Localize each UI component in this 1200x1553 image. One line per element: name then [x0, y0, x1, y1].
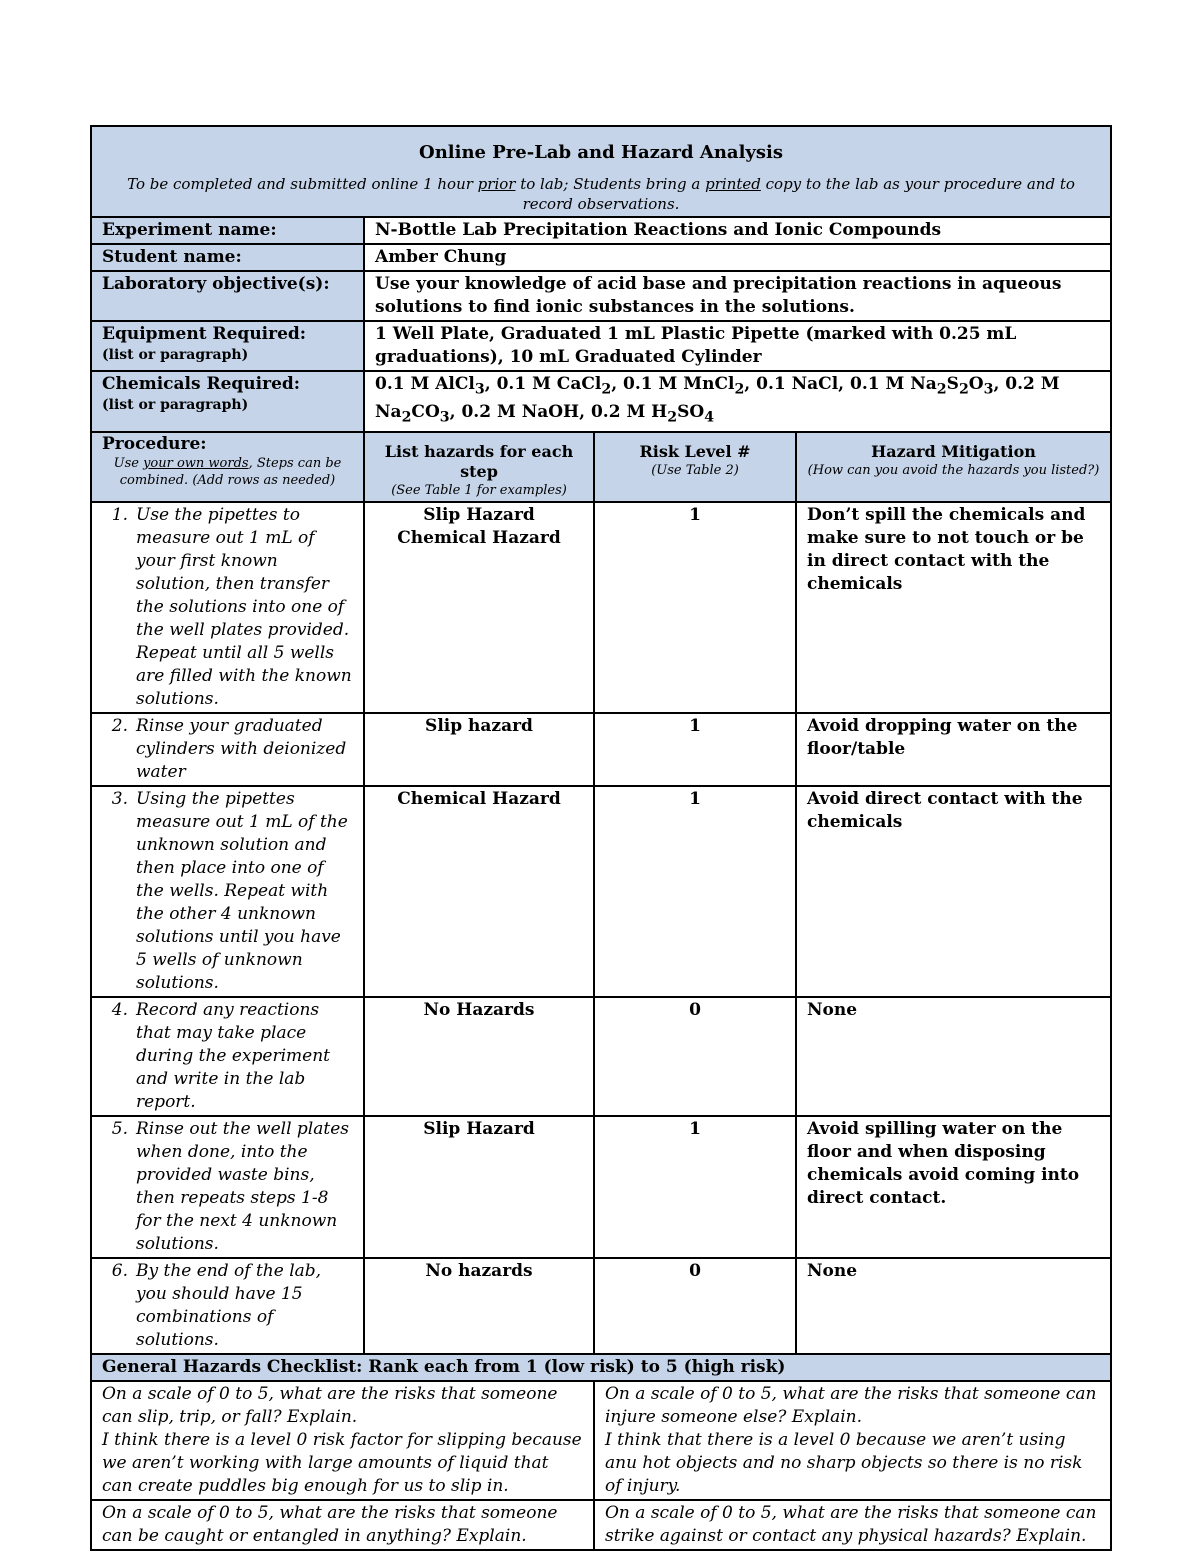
step-cell: 1. Use the pipettes to measure out 1 mL of your first known solution, then transfer the solutions into one of the well plates provided. Repeat until all 5 wells are filled with the known solutions. — [91, 502, 364, 713]
checklist-answer[interactable]: I think that there is a level 0 because we aren’t using anu hot objects and no sharp objects so there is no risk of injury. — [605, 1429, 1083, 1496]
checklist-cell-strike — [594, 1500, 1111, 1550]
step-cell: 2. Rinse your graduated cylinders with deionized water — [91, 713, 364, 786]
experiment-value: N-Bottle Lab Precipitation Reactions and Ionic Compounds — [364, 217, 1111, 244]
step-text: Rinse your graduated cylinders with deionized water — [136, 715, 347, 782]
chemicals-value: 0.1 M AlCl$_3$, 0.1 M CaCl$_2$, 0.1 M MnCl$_2$, 0.1 NaCl, 0.1 M $Na_2S_2O_3$, 0.2 M $Na_2CO_3$, 0.2 M NaOH, 0.2 M $H_2SO_4$ — [364, 371, 1111, 432]
checklist-row — [91, 1500, 1111, 1550]
step-hazard: Chemical Hazard — [364, 786, 594, 997]
step-mitigation: None — [796, 997, 1111, 1116]
step-text: Use the pipettes to measure out 1 mL of your first known solution, then transfer the solutions into one of the well plates provided. Repeat until all 5 wells are filled with the known solutions. — [136, 504, 352, 709]
checklist-heading-row — [91, 1354, 1111, 1381]
title-row — [91, 126, 1111, 217]
step-hazard: No hazards — [364, 1258, 594, 1354]
equipment-row — [91, 321, 1111, 371]
objective-row — [91, 271, 1111, 321]
form-title: Online Pre-Lab and Hazard Analysis — [419, 142, 783, 163]
table-row — [91, 502, 1111, 713]
equipment-label: Equipment Required: — [102, 324, 307, 344]
step-mitigation: Avoid direct contact with the chemicals — [796, 786, 1111, 997]
step-text: Record any reactions that may take place during the experiment and write in the lab report. — [136, 999, 330, 1112]
step-risk: 1 — [594, 713, 796, 786]
step-risk: 1 — [594, 786, 796, 997]
checklist-question: On a scale of 0 to 5, what are the risks that someone can injure someone else? Explain. — [605, 1383, 1097, 1427]
step-mitigation: None — [796, 1258, 1111, 1354]
step-risk: 1 — [594, 502, 796, 713]
form-instructions: To be completed and submitted online 1 hour prior to lab; Students bring a printed copy to the lab as your procedure and to record observations. — [127, 175, 1075, 213]
step-cell: 6. By the end of the lab, you should have 15 combinations of solutions. — [91, 1258, 364, 1354]
step-hazard: No Hazards — [364, 997, 594, 1116]
checklist-cell-slip — [91, 1381, 594, 1500]
procedure-header-row — [91, 432, 1111, 502]
hazards-column-header: List hazards for each step (See Table 1 for examples) — [364, 432, 594, 502]
step-mitigation: Avoid dropping water on the floor/table — [796, 713, 1111, 786]
student-label: Student name: — [91, 244, 364, 271]
step-risk: 0 — [594, 997, 796, 1116]
mitigation-column-header: Hazard Mitigation (How can you avoid the hazards you listed?) — [796, 432, 1111, 502]
equipment-note: (list or paragraph) — [102, 347, 249, 363]
experiment-row — [91, 217, 1111, 244]
step-mitigation: Avoid spilling water on the floor and when disposing chemicals avoid coming into direct contact. — [796, 1116, 1111, 1258]
checklist-cell-entangle — [91, 1500, 594, 1550]
experiment-label: Experiment name: — [91, 217, 364, 244]
table-row — [91, 786, 1111, 997]
table-row — [91, 997, 1111, 1116]
checklist-question: On a scale of 0 to 5, what are the risks that someone can slip, trip, or fall? Explain. — [102, 1383, 558, 1427]
equipment-value: 1 Well Plate, Graduated 1 mL Plastic Pipette (marked with 0.25 mL graduations), 10 mL Graduated Cylinder — [364, 321, 1111, 371]
step-hazard: Slip Hazard — [364, 1116, 594, 1258]
step-hazard: Slip hazard — [364, 713, 594, 786]
procedure-header — [91, 432, 364, 502]
step-risk: 0 — [594, 1258, 796, 1354]
risk-column-header: Risk Level # (Use Table 2) — [594, 432, 796, 502]
chemicals-label-cell — [91, 371, 364, 432]
checklist-answer[interactable]: I think there is a level 0 risk factor for slipping because we aren’t working with large amounts of liquid that can create puddles big enough for us to slip in. — [102, 1429, 582, 1496]
student-value: Amber Chung — [364, 244, 1111, 271]
step-mitigation: Don’t spill the chemicals and make sure to not touch or be in direct contact with the chemicals — [796, 502, 1111, 713]
step-hazard: Slip Hazard Chemical Hazard — [364, 502, 594, 713]
objective-value: Use your knowledge of acid base and precipitation reactions in aqueous solutions to find ionic substances in the solutions. — [364, 271, 1111, 321]
step-text: Rinse out the well plates when done, into the provided waste bins, then repeats steps 1-8 for the next 4 unknown solutions. — [136, 1118, 349, 1254]
title-cell — [91, 126, 1111, 217]
student-row — [91, 244, 1111, 271]
procedure-label: Procedure: — [102, 433, 207, 454]
procedure-note: Use your own words, Steps can be combined. (Add rows as needed) — [113, 455, 342, 488]
table-row — [91, 1116, 1111, 1258]
checklist-cell-injure — [594, 1381, 1111, 1500]
chemicals-note: (list or paragraph) — [102, 397, 249, 413]
checklist-row — [91, 1381, 1111, 1500]
checklist-heading: General Hazards Checklist: Rank each from 1 (low risk) to 5 (high risk) — [91, 1354, 1111, 1381]
table-row — [91, 1258, 1111, 1354]
step-text: Using the pipettes measure out 1 mL of the unknown solution and then place into one of the wells. Repeat with the other 4 unknown solutions until you have 5 wells of unknown solutions. — [136, 788, 348, 993]
table-row — [91, 713, 1111, 786]
step-cell: 5. Rinse out the well plates when done, into the provided waste bins, then repeats steps 1-8 for the next 4 unknown solutions. — [91, 1116, 364, 1258]
prelab-table — [90, 125, 1112, 1551]
objective-label: Laboratory objective(s): — [91, 271, 364, 321]
step-risk: 1 — [594, 1116, 796, 1258]
checklist-question: On a scale of 0 to 5, what are the risks that someone can be caught or entangled in anything? Explain. — [102, 1502, 558, 1546]
chemicals-label: Chemicals Required: — [102, 374, 301, 394]
checklist-question: On a scale of 0 to 5, what are the risks that someone can strike against or contact any physical hazards? Explain. — [605, 1502, 1097, 1546]
prelab-form — [90, 125, 1110, 1551]
step-cell: 3. Using the pipettes measure out 1 mL of the unknown solution and then place into one of the wells. Repeat with the other 4 unknown solutions until you have 5 wells of unknown solutions. — [91, 786, 364, 997]
equipment-label-cell — [91, 321, 364, 371]
chemicals-row — [91, 371, 1111, 432]
step-text: By the end of the lab, you should have 15 combinations of solutions. — [136, 1260, 322, 1350]
step-cell: 4. Record any reactions that may take place during the experiment and write in the lab report. — [91, 997, 364, 1116]
